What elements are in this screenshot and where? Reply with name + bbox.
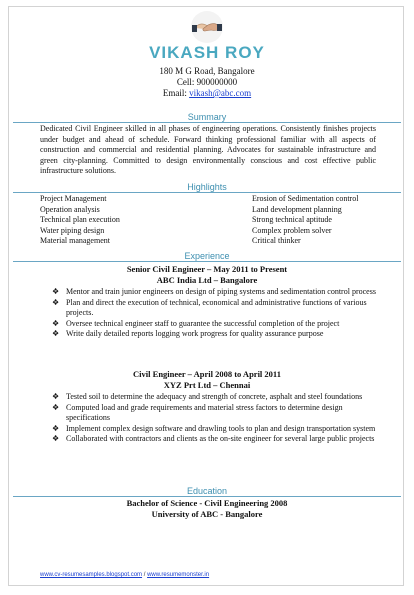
duty-text: Mentor and train junior engineers on design of piping systems and sedimentation control process [66, 287, 376, 296]
highlight-item: Technical plan execution [40, 215, 120, 224]
highlight-item: Water piping design [40, 225, 105, 235]
diamond-bullet-icon: ❖ [52, 318, 60, 328]
duty-item [52, 287, 376, 298]
diamond-bullet-icon: ❖ [52, 402, 60, 412]
duty-item [52, 329, 376, 340]
footer-link-cv-resumesamples[interactable]: www.cv-resumesamples.blogspot.com [40, 572, 143, 578]
experience-rule [13, 261, 401, 262]
highlights-rule [13, 192, 401, 193]
degree: Bachelor of Science - Civil Engineering 2008 [126, 498, 288, 508]
highlight-item: Strong technical aptitude [252, 215, 332, 224]
education-heading: Education [186, 486, 228, 496]
job-title: Civil Engineer – April 2008 to April 2011 [133, 369, 281, 379]
footer-links [40, 572, 209, 578]
job-duties-list [52, 287, 376, 340]
email-line [0, 88, 414, 99]
summary-heading: Summary [187, 112, 227, 122]
job-company: ABC India Ltd – Bangalore [156, 275, 258, 285]
job-company: XYZ Prt Ltd – Chennai [163, 380, 251, 390]
highlight-item: Complex problem solver [252, 225, 332, 235]
education-rule [13, 496, 401, 497]
diamond-bullet-icon: ❖ [52, 287, 60, 296]
duty-text: Tested soil to determine the adequacy and strength of concrete, asphalt and steel foundations [66, 392, 363, 401]
duty-item [52, 298, 376, 319]
highlight-item: Project Management [40, 194, 107, 203]
duty-item [52, 392, 376, 403]
job-title: Senior Civil Engineer – May 2011 to Present [126, 264, 288, 274]
highlight-item: Land development planning [252, 204, 342, 214]
diamond-bullet-icon: ❖ [52, 392, 60, 401]
duty-text: Write daily detailed reports logging work progress for quality assurance purpose [66, 329, 324, 338]
highlight-item: Critical thinker [252, 236, 301, 245]
job-duties-list [52, 392, 376, 445]
diamond-bullet-icon: ❖ [52, 434, 60, 443]
highlights-right-column [252, 194, 358, 247]
footer-link-resumemonster[interactable]: www.resumemonster.in [147, 572, 210, 578]
duty-text: Computed load and grade requirements and material stress factors to determine design specifications [66, 402, 343, 422]
footer-separator: / [142, 572, 148, 578]
duty-text: Collaborated with contractors and clients as the on-site engineer for several large public projects [66, 434, 375, 443]
highlight-item: Operation analysis [40, 204, 100, 214]
diamond-bullet-icon: ❖ [52, 329, 60, 338]
duty-item [52, 434, 376, 445]
highlight-item: Erosion of Sedimentation control [252, 194, 359, 203]
candidate-name: VIKASH ROY [149, 43, 265, 62]
highlights-left-column [40, 194, 120, 247]
address: 180 M G Road, Bangalore [159, 66, 255, 76]
duty-item [52, 424, 376, 435]
duty-item [52, 403, 376, 424]
highlight-item: Material management [40, 236, 110, 245]
email-label: Email: [162, 88, 190, 98]
duty-text: Implement complex design software and drawling tools to plan and design transportation system [66, 423, 376, 433]
experience-heading: Experience [184, 251, 230, 261]
diamond-bullet-icon: ❖ [52, 423, 60, 433]
duty-item [52, 319, 376, 330]
duty-text: Oversee technical engineer staff to guarantee the successful completion of the project [66, 318, 340, 328]
university: University of ABC - Bangalore [151, 509, 263, 519]
diamond-bullet-icon: ❖ [52, 297, 60, 307]
highlights-heading: Highlights [187, 182, 227, 192]
summary-text: Dedicated Civil Engineer skilled in all phases of engineering operations. Consistently finishes projects under budget and ahead of schedule. Forward thinking professional familiar with all aspects of construction and commercial and residential planning. Advocates for sustainable infrastructure and green city-planning. Committed to design environmentally conscious and cost effective public infrastructure solutions. [40, 124, 376, 175]
email-link[interactable]: vikash@abc.com [189, 88, 252, 98]
cell-number: Cell: 900000000 [176, 77, 238, 87]
duty-text: Plan and direct the execution of technical, economical and administrative functions of various projects. [66, 297, 367, 317]
summary-rule [13, 122, 401, 123]
handshake-icon [190, 10, 224, 44]
